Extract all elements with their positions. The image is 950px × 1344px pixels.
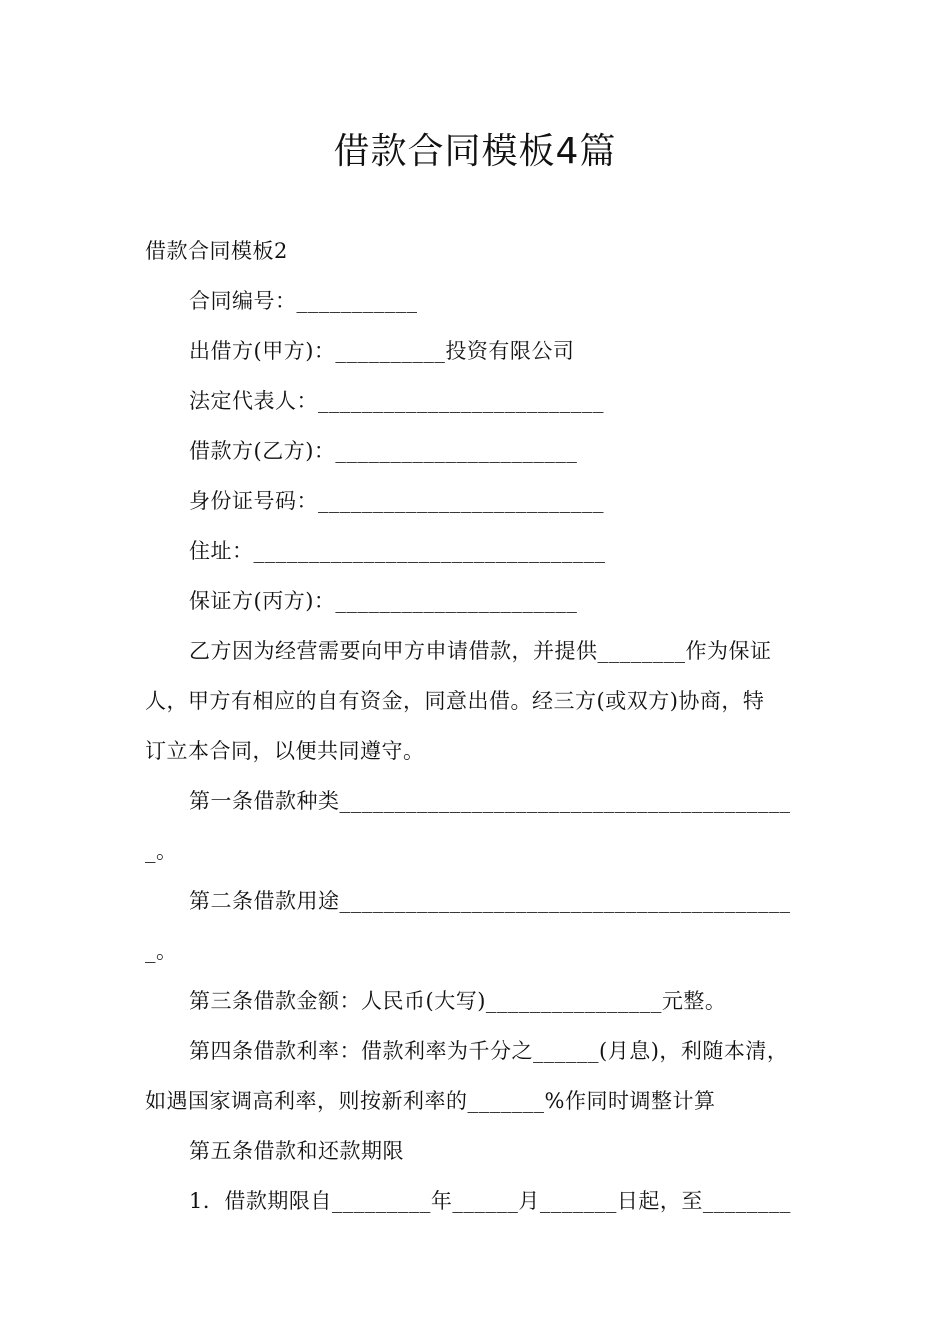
document-title: 借款合同模板4篇: [333, 131, 617, 172]
paragraph-line: 人，甲方有相应的自有资金，同意出借。经三方(或双方)协商，特: [145, 689, 765, 713]
article-4-continuation: 如遇国家调高利率，则按新利率的_______%作同时调整计算: [145, 1089, 716, 1113]
article-5-item-1: 1．借款期限自_________年______月_______日起，至________: [189, 1189, 791, 1213]
id-number-line: 身份证号码：__________________________: [189, 489, 604, 513]
article-3-line: 第三条借款金额：人民币(大写)________________元整。: [189, 989, 727, 1013]
address-line: 住址：________________________________: [189, 539, 606, 563]
article-1-continuation: _。: [145, 839, 178, 863]
article-2-continuation: _。: [145, 939, 178, 963]
lender-line: 出借方(甲方)：__________投资有限公司: [189, 339, 575, 363]
article-2-line: 第二条借款用途_________________________________________: [189, 889, 791, 913]
paragraph-line: 订立本合同，以便共同遵守。: [145, 739, 425, 763]
guarantor-line: 保证方(丙方)：______________________: [189, 589, 578, 613]
article-4-line: 第四条借款利率：借款利率为千分之______(月息)，利随本清，: [189, 1039, 789, 1063]
paragraph-line: 乙方因为经营需要向甲方申请借款，并提供________作为保证: [189, 639, 772, 663]
borrower-line: 借款方(乙方)：______________________: [189, 439, 578, 463]
legal-representative-line: 法定代表人：__________________________: [189, 389, 604, 413]
section-heading: 借款合同模板2: [145, 239, 288, 263]
article-1-line: 第一条借款种类_________________________________________: [189, 789, 791, 813]
contract-number-line: 合同编号：___________: [189, 289, 418, 313]
article-5-heading: 第五条借款和还款期限: [189, 1139, 404, 1163]
